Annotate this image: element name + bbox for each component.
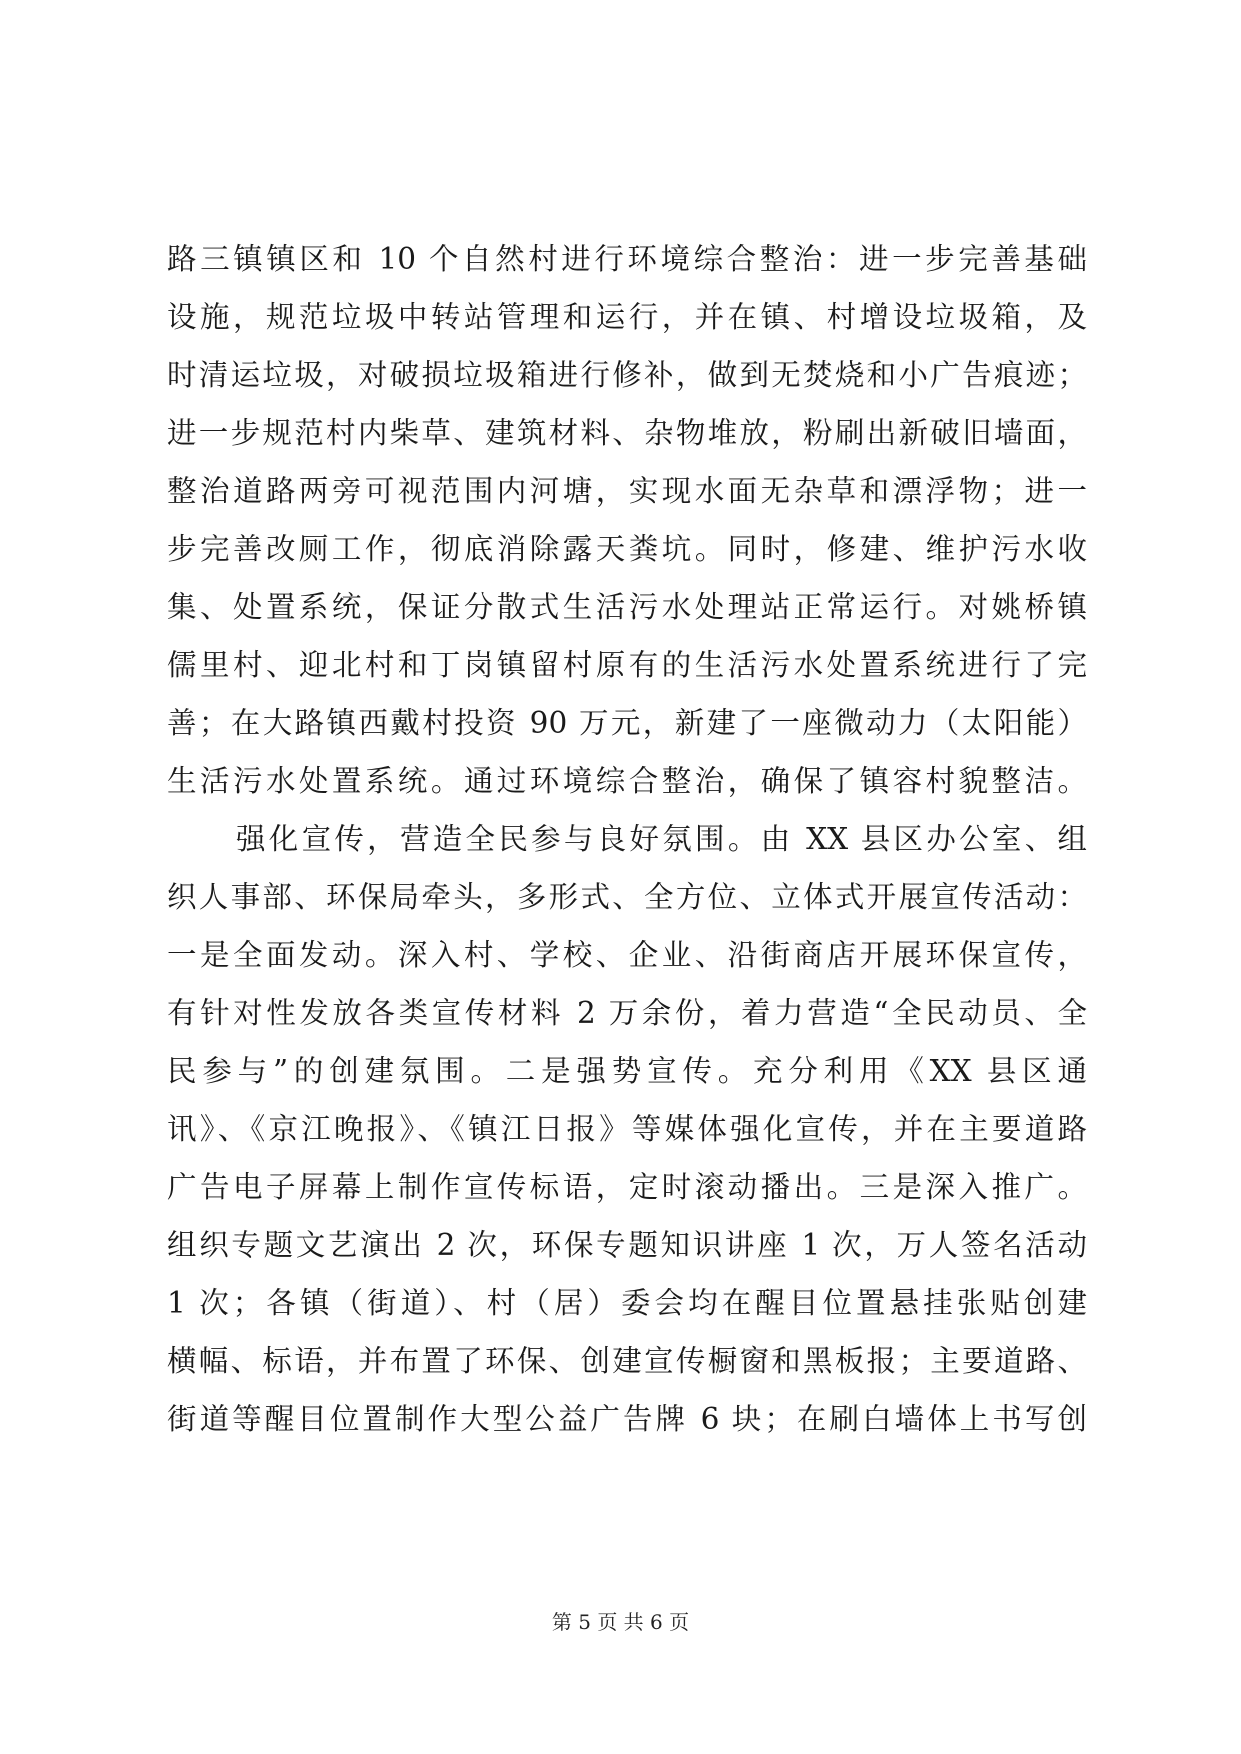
text-line: 进一步规范村内柴草、建筑材料、杂物堆放，粉刷出新破旧墙面，	[167, 416, 1087, 450]
text-line: 1 次；各镇（街道）、村（居）委会均在醒目位置悬挂张贴创建	[167, 1286, 1087, 1320]
paragraph-first-line: 强化宣传，营造全民参与良好氛围。由 XX 县区办公室、组	[236, 822, 1087, 856]
page-footer: 第 5 页 共 6 页	[551, 1610, 690, 1634]
text-line: 有针对性发放各类宣传材料 2 万余份，着力营造“全民动员、全	[167, 996, 1087, 1030]
text-line: 路三镇镇区和 10 个自然村进行环境综合整治：进一步完善基础	[167, 242, 1087, 276]
text-line: 儒里村、迎北村和丁岗镇留村原有的生活污水处置系统进行了完	[167, 648, 1087, 682]
text-line: 组织专题文艺演出 2 次，环保专题知识讲座 1 次，万人签名活动	[167, 1228, 1087, 1262]
text-line: 广告电子屏幕上制作宣传标语，定时滚动播出。三是深入推广。	[167, 1170, 1087, 1204]
text-line: 民参与”的创建氛围。二是强势宣传。充分利用《XX 县区通	[167, 1054, 1087, 1088]
text-line: 街道等醒目位置制作大型公益广告牌 6 块；在刷白墙体上书写创	[167, 1402, 1087, 1436]
text-line: 整治道路两旁可视范围内河塘，实现水面无杂草和漂浮物；进一	[167, 474, 1087, 508]
text-line: 一是全面发动。深入村、学校、企业、沿街商店开展环保宣传，	[167, 938, 1087, 972]
text-line: 步完善改厕工作，彻底消除露天粪坑。同时，修建、维护污水收	[167, 532, 1087, 566]
text-line: 讯》、《京江晚报》、《镇江日报》等媒体强化宣传，并在主要道路	[167, 1112, 1087, 1146]
text-line: 时清运垃圾，对破损垃圾箱进行修补，做到无焚烧和小广告痕迹；	[167, 358, 1087, 392]
text-line: 织人事部、环保局牵头，多形式、全方位、立体式开展宣传活动：	[167, 880, 1087, 914]
text-line: 集、处置系统，保证分散式生活污水处理站正常运行。对姚桥镇	[167, 590, 1087, 624]
text-line: 横幅、标语，并布置了环保、创建宣传橱窗和黑板报；主要道路、	[167, 1344, 1087, 1378]
text-line: 生活污水处置系统。通过环境综合整治，确保了镇容村貌整洁。	[167, 764, 1087, 798]
text-line: 设施，规范垃圾中转站管理和运行，并在镇、村增设垃圾箱，及	[167, 300, 1087, 334]
text-line: 善；在大路镇西戴村投资 90 万元，新建了一座微动力（太阳能）	[167, 706, 1087, 740]
